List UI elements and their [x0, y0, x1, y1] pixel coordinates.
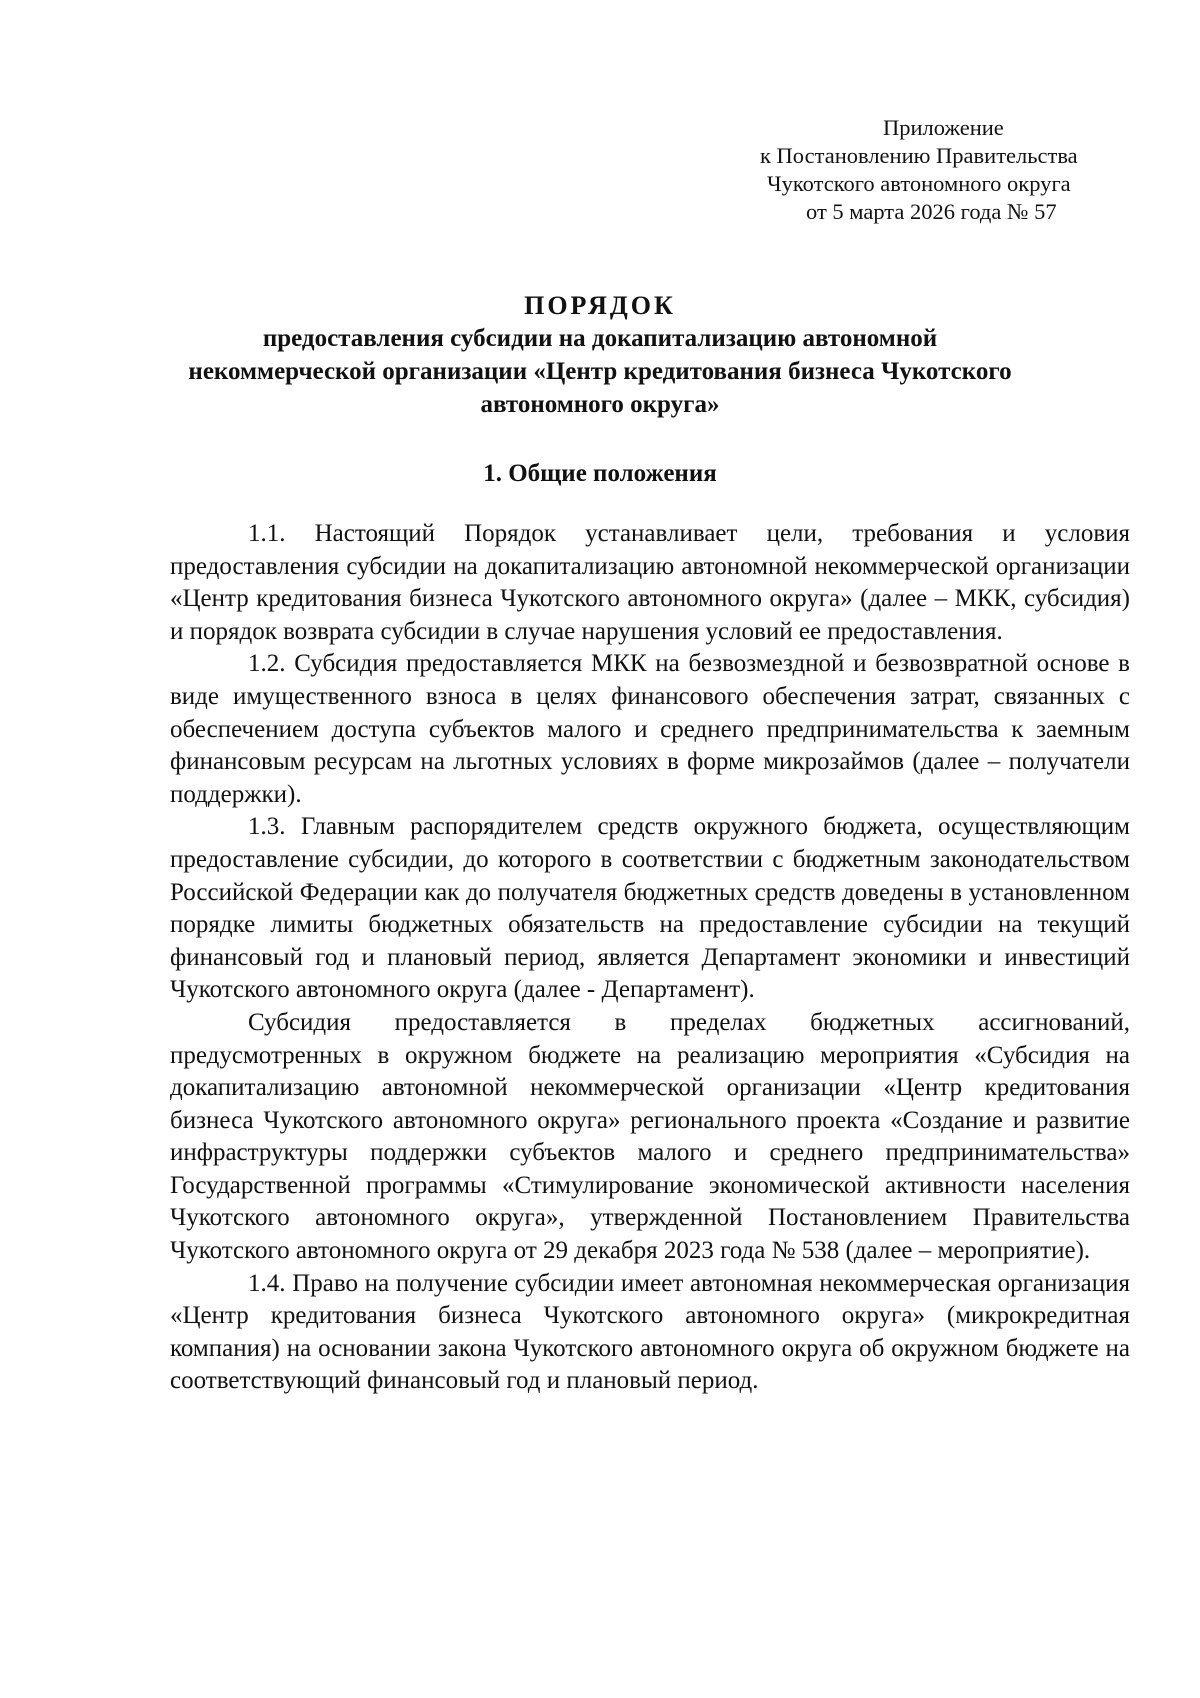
appendix-block — [760, 114, 1140, 226]
appendix-reference: к Постановлению Правительства — [760, 143, 1078, 168]
paragraph-1-4: 1.4. Право на получение субсидии имеет автономная некоммерческая организация «Центр кредитования бизнеса Чукотского автономного округа» (микрокредитная компания) на основании закона Чукотского автономного округа об окружном бюджете на соответствующий финансовый год и плановый период. — [170, 1269, 1130, 1395]
subtitle-line: предоставления субсидии на докапитализацию автономной — [262, 325, 938, 352]
subtitle-line: автономного округа» — [480, 391, 720, 418]
paragraph-1-3: 1.3. Главным распорядителем средств окружного бюджета, осуществляющим предоставление субсидии, до которого в соответствии с бюджетным законодательством Российской Федерации как до получателя бюджетных средств доведены в установленном порядке лимиты бюджетных обязательств на предоставление субсидии на текущий финансовый год и плановый период, является Департамент экономики и инвестиций Чукотского автономного округа (далее - Департамент). — [170, 813, 1130, 1004]
document-subtitle — [150, 322, 1050, 421]
subtitle-line: некоммерческой организации «Центр кредитования бизнеса Чукотского — [188, 358, 1012, 385]
appendix-label: Приложение — [883, 115, 1004, 140]
appendix-date-number: от 5 марта 2026 года № 57 — [806, 199, 1057, 224]
paragraph-1-1: 1.1. Настоящий Порядок устанавливает цели, требования и условия предоставления субсидии на докапитализацию автономной некоммерческой организации «Центр кредитования бизнеса Чукотского автономного округа» (далее – МКК, субсидия) и порядок возврата субсидии в случае нарушения условий ее предоставления. — [170, 520, 1130, 645]
paragraph-1-2: 1.2. Субсидия предоставляется МКК на безвозмездной и безвозвратной основе в виде имущественного взноса в целях финансового обеспечения затрат, связанных с обеспечением доступа субъектов малого и среднего предпринимательства к заемным финансовым ресурсам на льготных условиях в форме микрозаймов (далее – получатели поддержки). — [170, 650, 1130, 808]
section-heading: 1. Общие положения — [483, 460, 717, 487]
appendix-region: Чукотского автономного округа — [767, 171, 1071, 196]
document-body — [170, 518, 1130, 1398]
paragraph-1-3-continued: Субсидия предоставляется в пределах бюджетных ассигнований, предусмотренных в окружном бюджете на реализацию мероприятия «Субсидия на докапитализацию автономной некоммерческой организации «Центр кредитования бизнеса Чукотского автономного округа» регионального проекта «Создание и развитие инфраструктуры поддержки субъектов малого и среднего предпринимательства» Государственной программы «Стимулирование экономической активности населения Чукотского автономного округа», утвержденной Постановлением Правительства Чукотского автономного округа от 29 декабря 2023 года № 538 (далее – мероприятие). — [170, 1008, 1130, 1265]
document-title: ПОРЯДОК — [524, 291, 676, 320]
